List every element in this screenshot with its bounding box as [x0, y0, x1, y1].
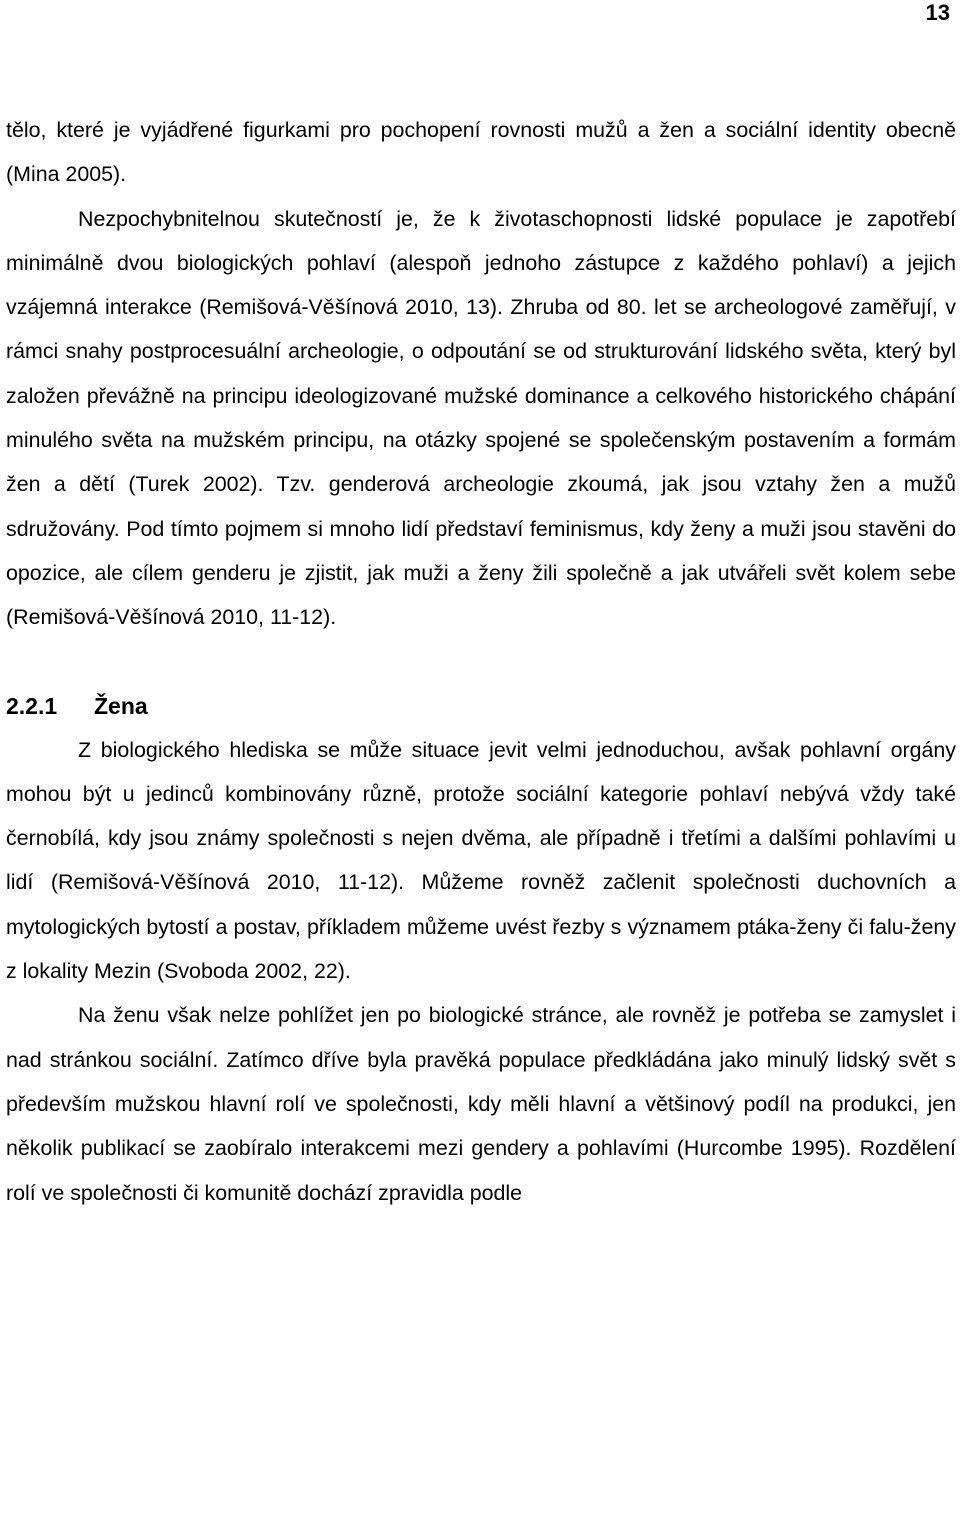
document-body: [6, 108, 956, 1215]
section-heading: [6, 684, 956, 728]
paragraph-biological-view: Z biologického hlediska se může situace jevit velmi jednoduchou, avšak pohlavní orgány mohou být u jedinců kombinovány různě, protože sociální kategorie pohlaví nebývá vždy také černobílá, kdy jsou známy společnosti s nejen dvěma, ale případně i třetími a dalšími pohlavími u lidí (Remišová-Věšínová 2010, 11-12). Můžeme rovněž začlenit společnosti duchovních a mytologických bytostí a postav, příkladem můžeme uvést řezby s významem ptáka-ženy či falu-ženy z lokality Mezin (Svoboda 2002, 22).: [6, 737, 956, 984]
paragraph-gender-archaeology: Nezpochybnitelnou skutečností je, že k životaschopnosti lidské populace je zapotřebí minimálně dvou biologických pohlaví (alespoň jednoho zástupce z každého pohlaví) a jejich vzájemná interakce (Remišová-Věšínová 2010, 13). Zhruba od 80. let se archeologové zaměřují, v rámci snahy postprocesuální archeologie, o odpoutání se od strukturování lidského světa, který byl založen převážně na principu ideologizované mužské dominance a celkového historického chápání minulého světa na mužském principu, na otázky spojené se společenským postavením a formám žen a dětí (Turek 2002). Tzv. genderová archeologie zkoumá, jak jsou vztahy žen a mužů sdružovány. Pod tímto pojmem si mnoho lidí představí feminismus, kdy ženy a muži jsou stavěni do opozice, ale cílem genderu je zjistit, jak muži a ženy žili společně a jak utvářeli svět kolem sebe (Remišová-Věšínová 2010, 11-12).: [6, 206, 956, 630]
section-number: 2.2.1: [6, 692, 58, 719]
section-title: Žena: [94, 692, 148, 719]
page-number: 13: [925, 0, 950, 25]
paragraph-continuation: tělo, které je vyjádřené figurkami pro pochopení rovnosti mužů a žen a sociální identity obecně (Mina 2005).: [6, 118, 956, 187]
paragraph-social-view: Na ženu však nelze pohlížet jen po biologické stránce, ale rovněž je potřeba se zamyslet i nad stránkou sociální. Zatímco dříve byla pravěká populace předkládána jako minulý lidský svět s především mužskou hlavní rolí ve společnosti, kdy měli hlavní a většinový podíl na produkci, jen několik publikací se zaobíralo interakcemi mezi gendery a pohlavími (Hurcombe 1995). Rozdělení rolí ve společnosti či komunitě dochází zpravidla podle: [6, 1003, 956, 1205]
